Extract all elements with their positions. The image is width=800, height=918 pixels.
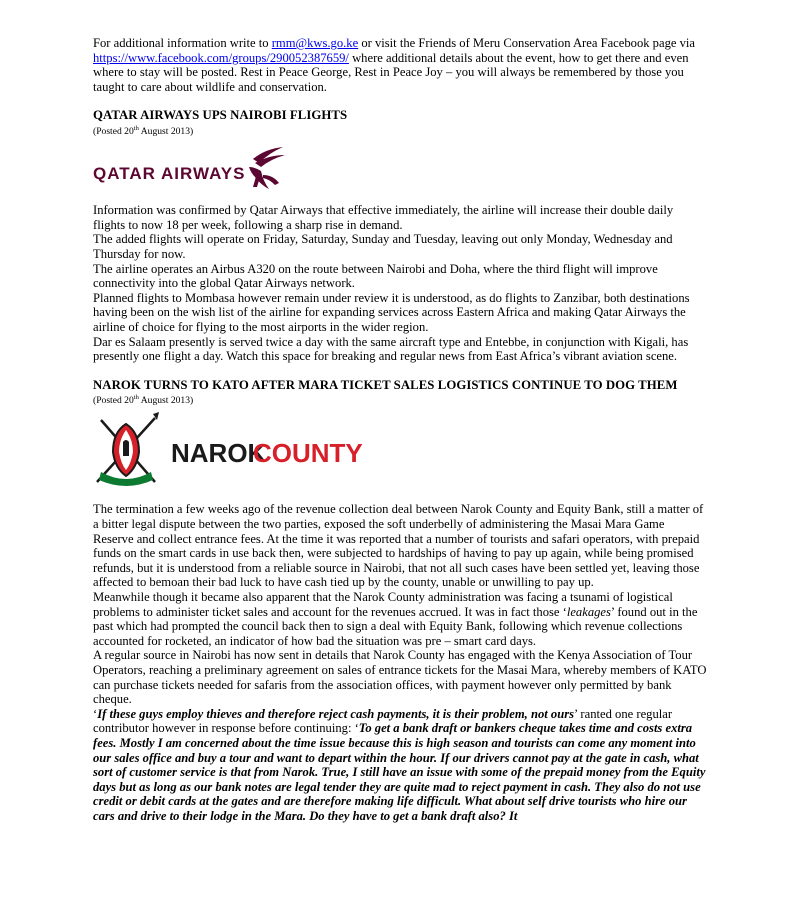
article-headline: QATAR AIRWAYS UPS NAIROBI FLIGHTS — [93, 108, 348, 123]
intro-paragraph — [93, 36, 708, 94]
article-paragraph: Dar es Salaam presently is served twice a day with the same aircraft type and Entebbe, in conjunction with Kigali, has presently one flight a day. Watch this space for breaking and regular news from East Africa’s vibrant aviation scene. — [93, 334, 689, 364]
quote-text: To get a bank draft or bankers cheque takes time and costs extra fees. Mostly I am concerned about the time issue because this is high season and tourists can come any moment into our sales office and buy a tour and want to depart within the hour. If our drivers cannot pay at the gate in cash, what sort of customer service is that from Narok. True, I still have an issue with some of the prepaid money from the Equity days but as long as our bank notes are legal tender they are quite mad to reject payment in cash. They also do not use credit or debit cards at the gates and are therefore making life difficult. What about self drive tourists who hire our cars and drive to their lodge in the Mara. Do they have to get a bank draft also? It — [93, 721, 706, 823]
qatar-logo-text: QATAR AIRWAYS — [93, 164, 246, 184]
document-page — [93, 36, 708, 824]
narok-logo-word: NAROK — [171, 438, 267, 469]
qatar-airways-logo — [93, 145, 293, 197]
article-paragraph: Meanwhile though it became also apparent that the Narok County administration was facing a tsunami of logistical problems to administer ticket sales and account for the revenues accrued. It was in fact those ‘leakages’ found out in the past which had prompted the council back then to sign a deal with Equity Bank, following which revenue collections accounted for rocketed, an indicator of how bad the situation was pre – smart card days. — [93, 590, 698, 648]
intro-text: where additional details about the event, how to get there and even where to stay will be posted. Rest in Peace George, Rest in Peace Joy – you will always be remembered by those you taught to care about wildlife and conservation. — [93, 50, 689, 94]
article-paragraph: The termination a few weeks ago of the revenue collection deal between Narok County and Equity Bank, still a matter of a bitter legal dispute between the two parties, exposed the soft underbelly of administering the Masai Mara Game Reserve and collect entrance fees. At the time it was reported that a number of tourists and safari operators, with prepaid funds on the smart cards in use back then, were subjected to hardships of having to pay up again, while being promised refunds, but it is understood from a reliable source in Nairobi, that not all such cases have been settled yet, leaving those affected to bemoan their bad luck to have cash tied up by the county, unable or unwilling to pay up. — [93, 502, 704, 590]
article-paragraph: Planned flights to Mombasa however remain under review it is understood, as do flights to Zanzibar, both destinations having been on the wish list of the airline for expanding services across Eastern Africa and making Qatar Airways the airline of choice for flying to the most airports in the wider region. — [93, 290, 690, 334]
intro-text: or visit the Friends of Meru Conservation Area Facebook page via — [358, 36, 695, 50]
county-logo-word: COUNTY — [253, 438, 363, 469]
intro-text: For additional information write to — [93, 36, 272, 50]
narok-county-logo — [93, 412, 363, 490]
emphasis-text: leakages — [566, 604, 611, 619]
email-link[interactable]: rmm@kws.go.ke — [271, 36, 359, 50]
article-paragraph: A regular source in Nairobi has now sent in details that Narok County has engaged with the Kenya Association of Tour Operators, reaching a preliminary agreement on sales of entrance tickets for the Masai Mara, whereby members of KATO can purchase tickets needed for safaris from the association offices, with payment however only permitted by bank cheque. — [93, 648, 707, 707]
oryx-icon — [249, 147, 285, 189]
article-paragraph: Information was confirmed by Qatar Airways that effective immediately, the airline will increase their double daily flights to now 18 per week, following a sharp rise in demand. — [93, 203, 674, 232]
posted-date: (Posted 20th August 2013) — [93, 394, 194, 407]
narok-emblem-icon — [97, 412, 159, 486]
quote-text: If these guys employ thieves and therefore reject cash payments, it is their problem, not ours — [97, 706, 575, 721]
article-paragraph: The airline operates an Airbus A320 on the route between Nairobi and Doha, where the third flight will improve connectivity into the global Qatar Airways network. — [93, 261, 658, 291]
posted-date: (Posted 20th August 2013) — [93, 124, 194, 138]
facebook-link[interactable]: https://www.facebook.com/groups/290052387659/ — [93, 50, 349, 65]
article-paragraph: The added flights will operate on Friday, Saturday, Sunday and Tuesday, leaving out only Monday, Wednesday and Thursday for now. — [93, 232, 673, 261]
quote-paragraph: ‘If these guys employ thieves and therefore reject cash payments, it is their problem, not ours’ ranted one regular contributor however in response before continuing: ‘To get a bank draft or bankers cheque takes time and costs extra fees. Mostly I am concerned about the time issue because this is high season and tourists can come any moment into our sales office and buy a tour and want to depart within the hour. If our drivers cannot pay at the gate in cash, what sort of customer service is that from Narok. True, I still have an issue with some of the prepaid money from the Equity days but as long as our bank notes are legal tender they are quite mad to reject payment in cash. They also do not use credit or debit cards at the gates and are therefore making life difficult. What about self drive tourists who hire our cars and drive to their lodge in the Mara. Do they have to get a bank draft also? It — [93, 706, 706, 823]
article-headline: NAROK TURNS TO KATO AFTER MARA TICKET SALES LOGISTICS CONTINUE TO DOG THEM — [93, 377, 678, 392]
